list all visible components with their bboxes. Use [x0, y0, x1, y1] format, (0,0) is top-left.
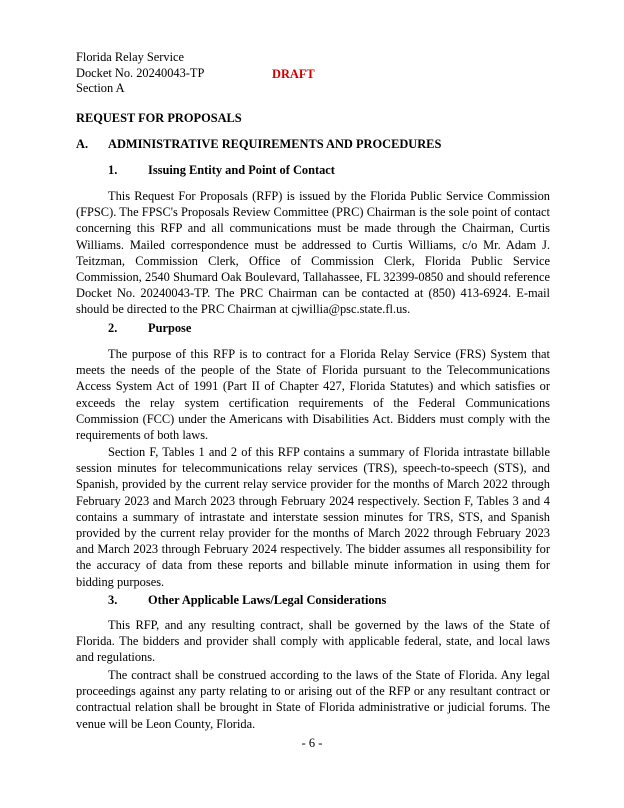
page-number: - 6 -	[301, 736, 323, 750]
subsection-3-heading: Other Applicable Laws/Legal Considerations	[148, 593, 387, 607]
header-docket-number: Docket No. 20240043-TP	[76, 65, 205, 80]
venue-paragraph: The contract shall be construed according to the laws of the State of Florida. Any legal proceedings against any party relating to or arising out of the RFP or any resultant contract or contractual relation shall be brought in State of Florida administrative or judicial forums. The venue will be Leon County, Florida.	[76, 668, 550, 731]
document-header	[76, 50, 204, 97]
document-title: REQUEST FOR PROPOSALS	[76, 111, 242, 125]
purpose-paragraph: The purpose of this RFP is to contract for a Florida Relay Service (FRS) System that meets the needs of the people of the State of Florida pursuant to the Telecommunications Access System Act of 1991 (Part II of Chapter 427, Florida Statutes) and which satisfies or exceeds the relay system certification requirements of the Federal Communications Commission (FCC) under the Americans with Disabilities Act. Bidders must comply with the requirements of both laws.	[76, 347, 550, 443]
subsection-1-body	[76, 188, 550, 318]
section-a-heading: ADMINISTRATIVE REQUIREMENTS AND PROCEDURES	[108, 137, 442, 151]
issuing-entity-paragraph: This Request For Proposals (RFP) is issued by the Florida Public Service Commission (FPSC). The FPSC's Proposals Review Committee (PRC) Chairman is the sole point of contact concerning this RFP and all communications must be made through the Chairman, Curtis Williams. Mailed correspondence must be addressed to Curtis Williams, c/o Mr. Adam J. Teitzman, Commission Clerk, Office of Commission Clerk, Florida Public Service Commission, 2540 Shumard Oak Boulevard, Tallahassee, FL 32399-0850 and should reference Docket No. 20240043-TP. The PRC Chairman can be contacted at (850) 413-6924. E-mail should be directed to the PRC Chairman at cjwillia@psc.state.fl.us.	[76, 189, 550, 317]
subsection-3-body-2	[76, 667, 550, 732]
header-section: Section A	[76, 81, 125, 95]
subsection-2-body-1	[76, 346, 550, 443]
tables-summary-paragraph: Section F, Tables 1 and 2 of this RFP contains a summary of Florida intrastate billable session minutes for telecommunications relay services (TRS), speech-to-speech (STS), and Spanish, provided by the current relay service provider for the months of March 2022 through February 2023 and March 2023 through February 2024 respectively. Section F, Tables 3 and 4 contains a summary of intrastate and interstate session minutes for TRS, STS, and Spanish provided by the current relay provider for the months of March 2022 through February 2023 and March 2023 through February 2024 respectively. The bidder assumes all responsibility for the accuracy of data from these reports and billable minute information in using them for bidding purposes.	[76, 445, 550, 589]
subsection-1-heading: Issuing Entity and Point of Contact	[148, 163, 335, 177]
subsection-3-number: 3.	[108, 593, 118, 607]
header-service-name: Florida Relay Service	[76, 50, 185, 64]
governing-law-paragraph: This RFP, and any resulting contract, shall be governed by the laws of the State of Florida. The bidders and provider shall comply with applicable federal, state, and local laws and regulations.	[76, 618, 550, 665]
subsection-2-heading: Purpose	[148, 321, 192, 335]
draft-label: DRAFT	[272, 66, 315, 81]
section-a-letter: A.	[76, 137, 89, 151]
subsection-2-number: 2.	[108, 321, 118, 335]
subsection-1-number: 1.	[108, 163, 118, 177]
subsection-3-body-1	[76, 617, 550, 666]
subsection-2-body-2	[76, 444, 550, 590]
